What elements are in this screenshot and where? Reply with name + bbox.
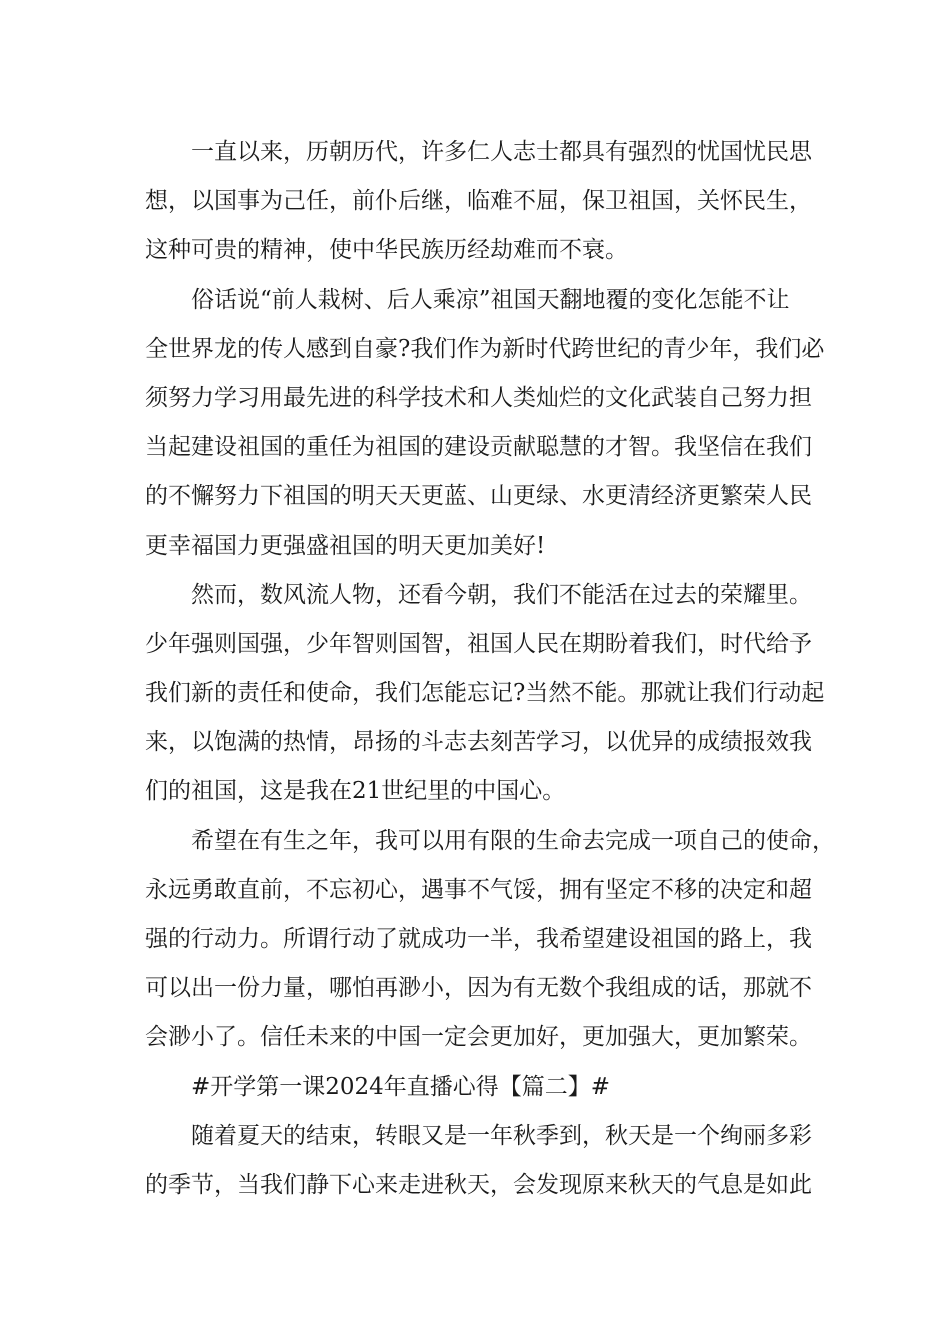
section-heading: #开学第一课2024年直播心得【篇二】# (191, 1073, 611, 1100)
paragraph-line: 俗话说“前人栽树、后人乘凉”祖国天翻地覆的变化怎能不让 (191, 286, 790, 313)
paragraph-line: 一直以来，历朝历代，许多仁人志士都具有强烈的忧国忧民思 (191, 139, 812, 165)
paragraph-line: 当起建设祖国的重任为祖国的建设贡献聪慧的才智。我坚信在我们 (145, 434, 812, 461)
paragraph-line: 我们新的责任和使命，我们怎能忘记?当然不能。那就让我们行动起 (145, 680, 825, 707)
paragraph-line: 希望在有生之年，我可以用有限的生命去完成一项自己的使命， (191, 827, 835, 854)
paragraph-line: 随着夏天的结束，转眼又是一年秋季到，秋天是一个绚丽多彩 (191, 1122, 812, 1149)
document-body (145, 128, 835, 1210)
paragraph-line: 想，以国事为己任，前仆后继，临难不屈，保卫祖国，关怀民生， (145, 188, 812, 215)
paragraph-line: 的季节，当我们静下心来走进秋天，会发现原来秋天的气息是如此 (145, 1171, 812, 1198)
paragraph-line: 的不懈努力下祖国的明天天更蓝、山更绿、水更清经济更繁荣人民 (145, 483, 812, 510)
paragraph-line: 永远勇敢直前，不忘初心，遇事不气馁，拥有坚定不移的决定和超 (145, 876, 812, 903)
paragraph-line: 然而，数风流人物，还看今朝，我们不能活在过去的荣耀里。 (191, 581, 812, 608)
paragraph-line: 会渺小了。信任未来的中国一定会更加好，更加强大，更加繁荣。 (145, 1024, 812, 1051)
paragraph-line: 少年强则国强，少年智则国智，祖国人民在期盼着我们，时代给予 (145, 630, 812, 657)
paragraph-line: 来，以饱满的热情，昂扬的斗志去刻苦学习，以优异的成绩报效我 (145, 729, 812, 756)
paragraph-line: 须努力学习用最先进的科学技术和人类灿烂的文化武装自己努力担 (145, 384, 812, 411)
paragraph-line: 更幸福国力更强盛祖国的明天更加美好! (145, 532, 546, 559)
paragraph-line: 们的祖国，这是我在21世纪里的中国心。 (145, 778, 566, 805)
paragraph-line: 强的行动力。所谓行动了就成功一半，我希望建设祖国的路上，我 (145, 926, 812, 952)
paragraph-line: 这种可贵的精神，使中华民族历经劫难而不衰。 (145, 237, 628, 264)
paragraph-line: 全世界龙的传人感到自豪?我们作为新时代跨世纪的青少年，我们必 (145, 335, 825, 362)
paragraph-line: 可以出一份力量，哪怕再渺小，因为有无数个我组成的话，那就不 (145, 975, 812, 1002)
